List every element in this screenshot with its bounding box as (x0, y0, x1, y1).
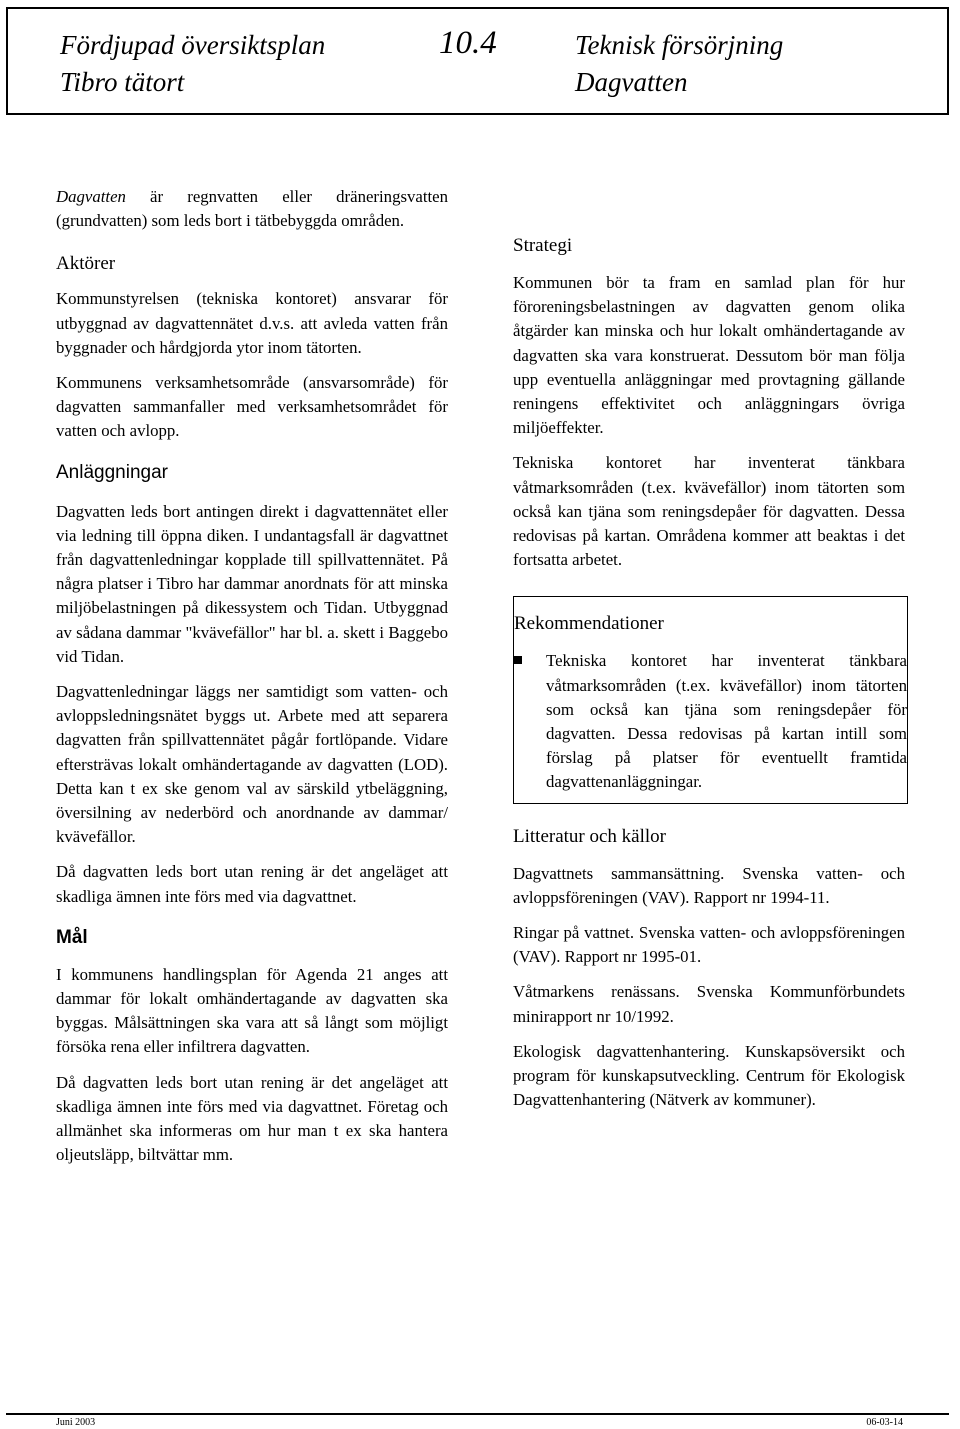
literature-item-4: Ekologisk dagvattenhantering. Kunskapsöversikt och program för kunskapsutveckling. Centrum för Ekologisk Dagvattenhantering (Nätverk av kommuner). (513, 1041, 905, 1110)
left-column (56, 185, 448, 1168)
page-footer (6, 1413, 949, 1428)
recommendation-item (514, 649, 907, 794)
anlaggningar-paragraph-2: Dagvattenledningar läggs ner samtidigt som vatten- och avloppsledningsnätet byggs ut. Arbete med att separera dagvatten från spillvattennätet pågår fortlöpande. Vidare eftersträvas lokalt omhändertagande av dagvatten (LOD). Detta kan t ex ske genom val av särskild ytbeläggning, översilning av nederbörd och anordnande av dammar/ kvävefällor. (56, 682, 448, 847)
intro-paragraph (56, 185, 448, 233)
mal-paragraph-1: I kommunens handlingsplan för Agenda 21 anges att dammar för lokalt omhändertagande av dagvatten ska byggas. Målsättningen ska vara att så långt som möjligt försöka rena eller infiltrera dagvatten. (56, 964, 448, 1057)
header-section-title: Teknisk försörjning (575, 30, 784, 60)
aktorer-paragraph-1: Kommunstyrelsen (tekniska kontoret) ansvarar för utbyggnad av dagvattennätet d.v.s. att avleda vatten från byggnader och hårdgjorda ytor inom tätorten. (56, 289, 448, 357)
aktorer-heading: Aktörer (56, 253, 116, 275)
recommendations-heading: Rekommendationer (514, 613, 664, 635)
aktorer-paragraph-2: Kommunens verksamhetsområde (ansvarsområde) för dagvatten sammanfaller med verksamhetsområdet för vatten och avlopp. (56, 373, 448, 441)
literature-item-3: Våtmarkens renässans. Svenska Kommunförbundets minirapport nr 10/1992. (513, 982, 905, 1026)
anlaggningar-paragraph-3: Då dagvatten leds bort utan rening är det angeläget att skadliga ämnen inte förs med via dagvattnet. (56, 862, 448, 906)
anlaggningar-heading: Anläggningar (56, 461, 168, 483)
anlaggningar-paragraph-1: Dagvatten leds bort antingen direkt i dagvattennätet eller via ledning till öppna diken. I undantagsfall är dagvattnet från dagvattenledningar kopplade till spillvattennätet. På några platser i Tibro har dammar anordnats för att minska miljöbelastningen på dikessystem och Tidan. Utbyggnad av sådana dammar "kvävefällor" har bl. a. skett i Baggebo vid Tidan. (56, 501, 448, 666)
mal-paragraph-2: Då dagvatten leds bort utan rening är det angeläget att skadliga ämnen inte förs med via dagvattnet. Företag och allmänhet ska informeras om hur man t ex ska hantera oljeutsläpp, biltvättar mm. (56, 1072, 448, 1165)
square-bullet-icon (514, 649, 546, 794)
recommendation-text: Tekniska kontoret har inventerat tänkbara våtmarksområden (t.ex. kvävefällor) inom tätorten som också kan tjäna som reningsdepåer för dagvatten. Dessa redovisas på kartan intill som förslag på platser för eventuellt framtida dagvattenanläggningar. (546, 651, 907, 792)
strategi-heading: Strategi (513, 235, 573, 256)
literature-item-1: Dagvattnets sammansättning. Svenska vatten- och avloppsföreningen (VAV). Rapport nr 1994-11. (513, 863, 905, 907)
strategi-paragraph-1: Kommunen bör ta fram en samlad plan för hur föroreningsbelastningen av dagvatten genom olika åtgärder kan minska och hur lokalt omhändertagande av dagvatten ska vara konstruerat. Dessutom bör man följa upp eventuella anläggningar med provtagning gällande reningens effektivitet och anläggningars övriga miljöeffekter. (513, 273, 905, 438)
litteratur-heading: Litteratur och källor (513, 825, 666, 847)
intro-term: Dagvatten (56, 187, 126, 206)
header-section-number: 10.4 (439, 25, 497, 61)
intro-text: är regnvatten eller dräneringsvatten (grundvatten) som leds bort i tätbebyggda områden. (56, 187, 448, 231)
recommendations-box (513, 596, 908, 803)
header-plan-title: Fördjupad översiktsplan (60, 30, 326, 60)
mal-heading: Mål (56, 926, 88, 948)
right-column (513, 233, 905, 1112)
footer-date: Juni 2003 (56, 1417, 96, 1428)
header-town: Tibro tätort (60, 67, 185, 97)
header-subsection-title: Dagvatten (575, 67, 688, 97)
literature-item-2: Ringar på vattnet. Svenska vatten- och avloppsföreningen (VAV). Rapport nr 1995-01. (513, 923, 905, 967)
header-box (6, 7, 949, 115)
strategi-paragraph-2: Tekniska kontoret har inventerat tänkbara våtmarksområden (t.ex. kvävefällor) inom tätorten som också kan tjäna som reningsdepåer för dagvatten. Dessa redovisas på kartan. Områdena kommer att beaktas i det fortsatta arbetet. (513, 453, 905, 570)
footer-stamp: 06-03-14 (866, 1417, 903, 1428)
